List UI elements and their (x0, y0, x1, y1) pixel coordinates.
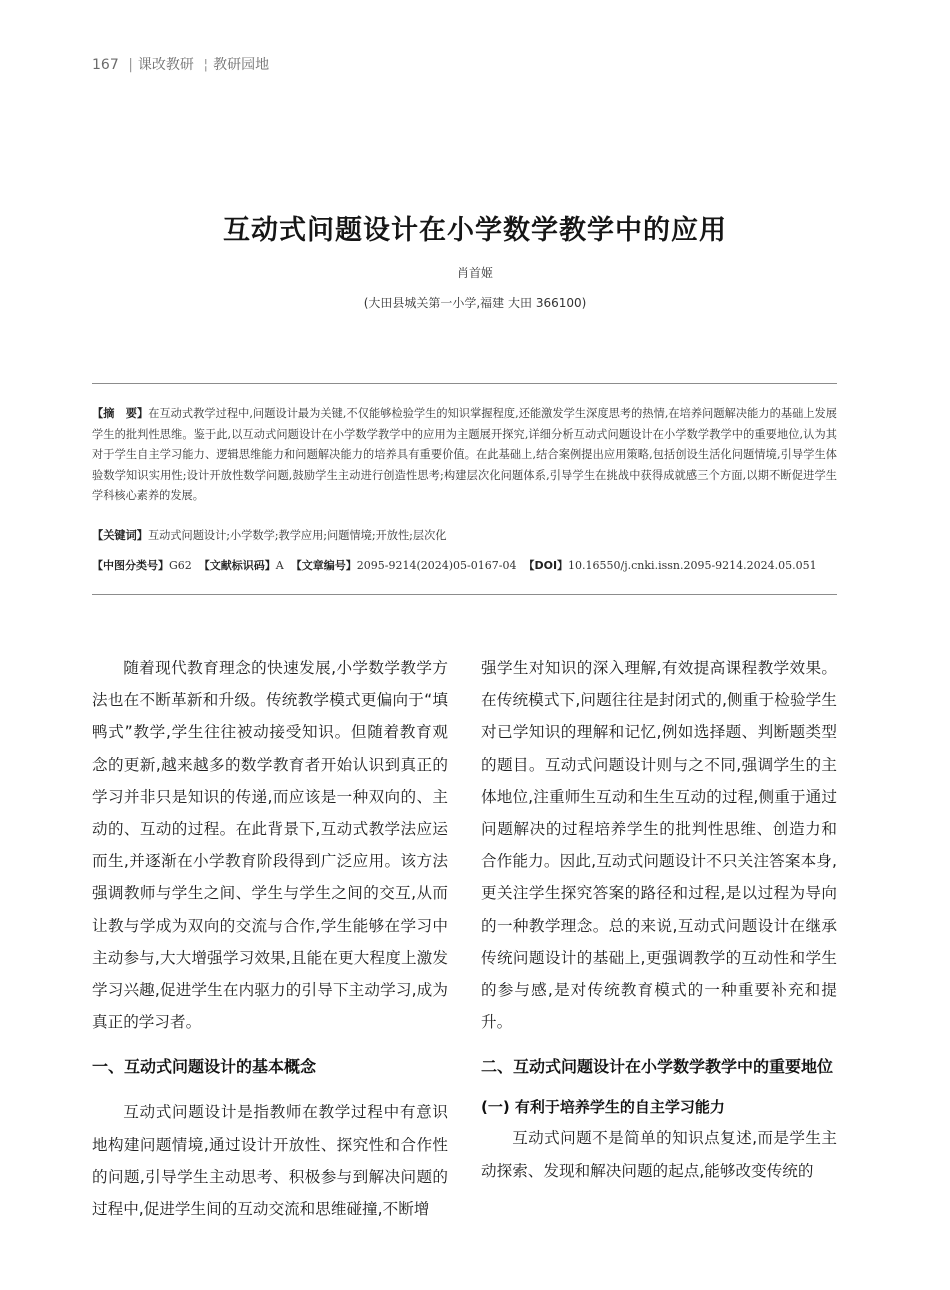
subsection-heading-1: (一) 有利于培养学生的自主学习能力 (481, 1098, 725, 1117)
article-author: 肖首姬 (456, 266, 493, 280)
section-name: 课改教研 (137, 57, 194, 73)
abstract-label: 【摘 要】 (92, 407, 149, 420)
keywords (92, 526, 837, 547)
header-divider: ¦ (203, 57, 209, 73)
clc-label: 【中图分类号】 (92, 559, 169, 572)
running-header (92, 54, 269, 74)
right-column (481, 652, 837, 1187)
concept-paragraph-continued: 强学生对知识的深入理解,有效提高课程教学效果。在传统模式下,问题往往是封闭式的,侧重于检验学生对已学知识的理解和记忆,例如选择题、判断题类型的题目。互动式问题设计则与之不同,强调学生的主体地位,注重师生互动和生生互动的过程,侧重于通过问题解决的过程培养学生的批判性思维、创造力和合作能力。因此,互动式问题设计不只关注答案本身,更关注学生探究答案的路径和过程,是以过程为导向的一种教学理念。总的来说,互动式问题设计在继承传统问题设计的基础上,更强调教学的互动性和学生的参与感,是对传统教育模式的一种重要补充和提升。 (481, 659, 837, 1032)
abstract (92, 404, 837, 507)
self-learning-paragraph: 互动式问题不是简单的知识点复述,而是学生主动探索、发现和解决问题的起点,能够改变传统的 (481, 1129, 837, 1180)
left-column (92, 652, 448, 1225)
clc-value: G62 (169, 559, 192, 572)
doccode-value: A (275, 559, 284, 572)
section-heading-2: 二、互动式问题设计在小学数学教学中的重要地位 (481, 1057, 834, 1077)
doccode-label: 【文献标识码】 (198, 559, 276, 572)
concept-paragraph: 互动式问题设计是指教师在教学过程中有意识地构建问题情境,通过设计开放性、探究性和合作性的问题,引导学生主动思考、积极参与到解决问题的过程中,促进学生间的互动交流和思维碰撞,不断增 (92, 1103, 448, 1219)
classification-line (92, 556, 837, 577)
intro-paragraph: 随着现代教育理念的快速发展,小学数学教学方法也在不断革新和升级。传统教学模式更偏向于“填鸭式”教学,学生往往被动接受知识。但随着教育观念的更新,越来越多的数学教育者开始认识到真正的学习并非只是知识的传递,而应该是一种双向的、主动的、互动的过程。在此背景下,互动式教学法应运而生,并逐渐在小学教育阶段得到广泛应用。该方法强调教师与学生之间、学生与学生之间的交互,从而让教与学成为双向的交流与合作,学生能够在学习中主动参与,大大增强学习效果,且能在更大程度上激发学习兴趣,促进学生在内驱力的引导下主动学习,成为真正的学习者。 (92, 659, 448, 1032)
articleno-value: 2095-9214(2024)05-0167-04 (356, 559, 517, 572)
page-number: 167 (92, 57, 119, 73)
abstract-text: 在互动式教学过程中,问题设计最为关键,不仅能够检验学生的知识掌握程度,还能激发学生深度思考的热情,在培养问题解决能力的基础上发展学生的批判性思维。鉴于此,以互动式问题设计在小学数学教学中的应用为主题展开探究,详细分析互动式问题设计在小学数学教学中的重要地位,认为其对于学生自主学习能力、逻辑思维能力和问题解决能力的培养具有重要价值。在此基础上,结合案例提出应用策略,包括创设生活化问题情境,引导学生体验数学知识实用性;设计开放性数学问题,鼓励学生主动进行创造性思考;构建层次化问题体系,引导学生在挑战中获得成就感三个方面,以期不断促进学生学科核心素养的发展。 (92, 407, 837, 503)
header-divider: | (128, 57, 133, 73)
articleno-label: 【文章编号】 (290, 559, 357, 572)
doi-label: 【DOI】 (523, 559, 569, 572)
subsection-name: 教研园地 (213, 57, 270, 73)
author-affiliation: (大田县城关第一小学,福建 大田 366100) (363, 296, 587, 310)
keywords-label: 【关键词】 (92, 529, 148, 542)
bottom-rule (92, 594, 837, 595)
section-heading-1: 一、互动式问题设计的基本概念 (92, 1057, 317, 1077)
top-rule (92, 383, 837, 384)
keywords-text: 互动式问题设计;小学数学;教学应用;问题情境;开放性;层次化 (147, 529, 447, 542)
article-title: 互动式问题设计在小学数学教学中的应用 (223, 215, 727, 246)
doi-value: 10.16550/j.cnki.issn.2095-9214.2024.05.051 (568, 559, 817, 572)
